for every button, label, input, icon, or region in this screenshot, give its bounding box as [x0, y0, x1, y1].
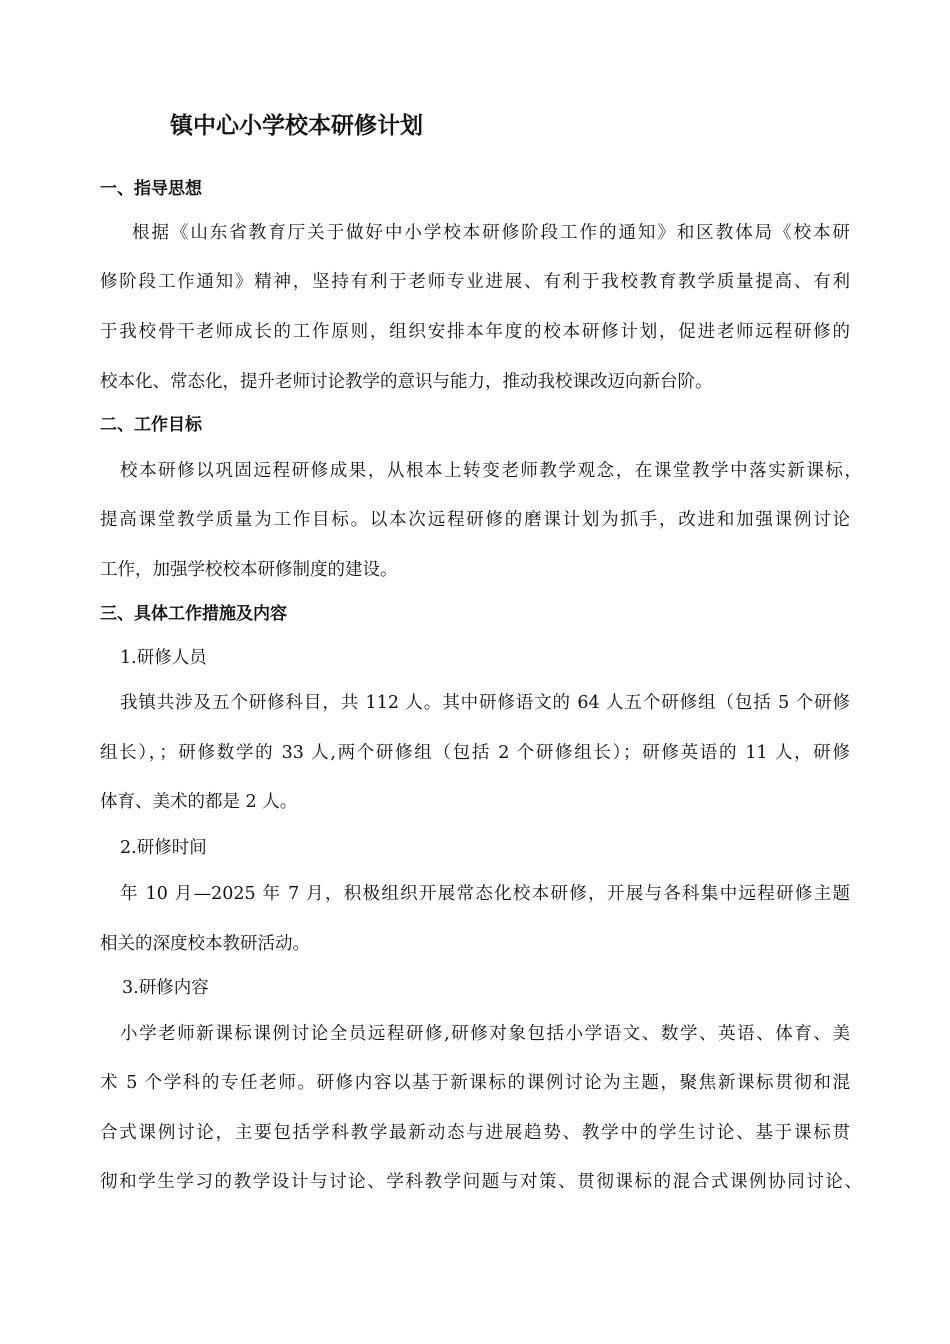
section-heading-guiding-ideology: 一、指导思想	[100, 179, 202, 199]
paragraph-line: 提高课堂教学质量为工作目标。以本次远程研修的磨课计划为抓手，改进和加强课例讨论	[100, 510, 850, 530]
paragraph-line: 彻和学生学习的教学设计与讨论、学科教学问题与对策、贯彻课标的混合式课例协同讨论、	[100, 1172, 862, 1192]
section-heading-measures: 三、具体工作措施及内容	[100, 604, 287, 624]
paragraph-line: 相关的深度校本教研活动。	[100, 934, 310, 954]
paragraph-line: 修阶段工作通知》精神，坚持有利于老师专业进展、有利于我校教育教学质量提高、有利	[100, 272, 850, 292]
paragraph-line: 体育、美术的都是 2 人。	[100, 792, 298, 812]
paragraph-line: 我镇共涉及五个研修科目，共 112 人。其中研修语文的 64 人五个研修组（包括 5 个研修	[120, 693, 850, 713]
paragraph-line: 于我校骨干老师成长的工作原则，组织安排本年度的校本研修计划，促进老师远程研修的	[100, 322, 850, 342]
paragraph-line: 小学老师新课标课例讨论全员远程研修,研修对象包括小学语文、数学、英语、体育、美	[120, 1024, 850, 1044]
section-heading-work-goals: 二、工作目标	[100, 415, 202, 435]
subheading-time: 2.研修时间	[120, 838, 207, 858]
paragraph-line: 工作，加强学校校本研修制度的建设。	[100, 560, 398, 580]
document-title: 镇中心小学校本研修计划	[170, 113, 423, 139]
subheading-staff: 1.研修人员	[120, 648, 207, 668]
paragraph-line: 合式课例讨论，主要包括学科教学最新动态与进展趋势、教学中的学生讨论、基于课标贯	[100, 1123, 850, 1143]
paragraph-line: 校本化、常态化，提升老师讨论教学的意识与能力，推动我校课改迈向新台阶。	[100, 372, 713, 392]
subheading-content: 3.研修内容	[122, 978, 209, 998]
paragraph-line: 组长），；研修数学的 33 人,两个研修组（包括 2 个研修组长）；研修英语的 11 人，研修	[100, 743, 850, 763]
paragraph-line: 年 10 月—2025 年 7 月，积极组织开展常态化校本研修，开展与各科集中远程研修主题	[120, 884, 850, 904]
paragraph-line: 术 5 个学科的专任老师。研修内容以基于新课标的课例讨论为主题，聚焦新课标贯彻和混	[100, 1073, 850, 1093]
paragraph-line: 校本研修以巩固远程研修成果，从根本上转变老师教学观念，在课堂教学中落实新课标，	[120, 461, 862, 481]
paragraph-line: 根据《山东省教育厅关于做好中小学校本研修阶段工作的通知》和区教体局《校本研	[132, 223, 850, 243]
